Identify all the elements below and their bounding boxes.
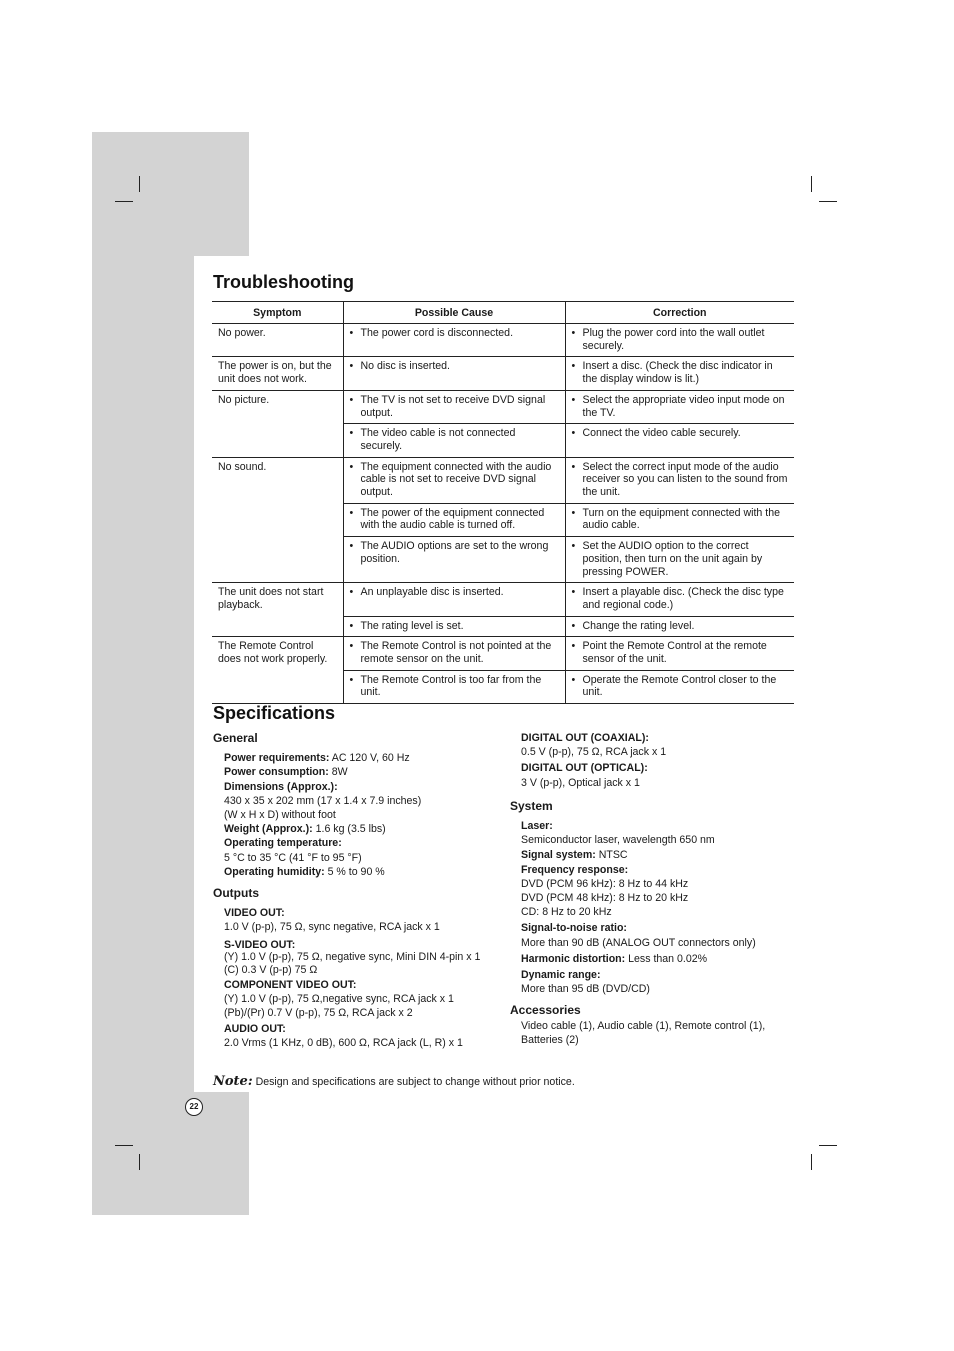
- table-row: [212, 324, 794, 357]
- correction-text: • Operate the Remote Control closer to the unit.: [572, 674, 789, 699]
- dimensions-line2: (W x H x D) without foot: [224, 809, 336, 822]
- digital-optical-label: DIGITAL OUT (OPTICAL):: [521, 762, 648, 775]
- cause-text: • The Remote Control is not pointed at the remote sensor on the unit.: [350, 640, 559, 665]
- table-row: [212, 457, 794, 503]
- svideo-out-label: S-VIDEO OUT:: [224, 938, 296, 951]
- symptom-cell: No picture.: [212, 390, 343, 457]
- frequency-line1: DVD (PCM 96 kHz): 8 Hz to 44 kHz: [521, 877, 689, 890]
- troubleshooting-title: Troubleshooting: [213, 272, 354, 292]
- correction-text: • Set the AUDIO option to the correct position, then turn on the unit again by pressing POWER.: [572, 540, 789, 578]
- dynamic-range-value: More than 95 dB (DVD/CD): [521, 983, 650, 996]
- cause-text: • The TV is not set to receive DVD signal output.: [350, 394, 559, 419]
- cause-text: • The power cord is disconnected.: [350, 327, 559, 340]
- crop-mark: [115, 1145, 133, 1146]
- correction-text: • Plug the power cord into the wall outlet securely.: [572, 327, 789, 352]
- snr-value: More than 90 dB (ANALOG OUT connectors only): [521, 936, 756, 949]
- video-out-label: VIDEO OUT:: [224, 907, 285, 920]
- crop-mark: [811, 176, 812, 192]
- power-requirements: Power requirements: AC 120 V, 60 Hz: [224, 752, 410, 765]
- note-label: Note:: [213, 1074, 253, 1089]
- outputs-heading: Outputs: [213, 886, 259, 901]
- cause-text: • The AUDIO options are set to the wrong position.: [350, 540, 559, 565]
- crop-mark: [819, 201, 837, 202]
- dimensions-label: Dimensions (Approx.):: [224, 780, 338, 793]
- symptom-cell: The power is on, but the unit does not work.: [212, 357, 343, 390]
- correction-text: • Select the correct input mode of the audio receiver so you can listen to the sound from the unit.: [572, 461, 789, 499]
- snr-label: Signal-to-noise ratio:: [521, 922, 627, 935]
- troubleshooting-table: [212, 301, 794, 704]
- accessories-value: Video cable (1), Audio cable (1), Remote control (1), Batteries (2): [521, 1019, 766, 1046]
- header-correction: Correction: [565, 302, 794, 324]
- spec-right-column: [510, 731, 801, 1047]
- symptom-cell: The unit does not start playback.: [212, 583, 343, 637]
- harmonic-distortion: Harmonic distortion: Less than 0.02%: [521, 952, 708, 965]
- component-out-line1: (Y) 1.0 V (p-p), 75 Ω,negative sync, RCA jack x 1: [224, 992, 454, 1005]
- table-row: [212, 390, 794, 423]
- crop-mark: [115, 201, 133, 202]
- header-symptom: Symptom: [212, 302, 343, 324]
- crop-mark: [811, 1154, 812, 1170]
- table-row: [212, 637, 794, 670]
- note-text: Design and specifications are subject to change without prior notice.: [252, 1076, 575, 1088]
- symptom-cell: No power.: [212, 324, 343, 357]
- cause-text: • The equipment connected with the audio cable is not set to receive DVD signal output.: [350, 461, 559, 499]
- general-heading: General: [213, 731, 258, 745]
- cause-text: • The Remote Control is too far from the unit.: [350, 674, 559, 699]
- video-out-value: 1.0 V (p-p), 75 Ω, sync negative, RCA jack x 1: [224, 921, 440, 934]
- note: [213, 1074, 575, 1089]
- correction-text: • Insert a playable disc. (Check the disc type and regional code.): [572, 586, 789, 611]
- page-number: 22: [185, 1098, 203, 1116]
- cause-text: • The video cable is not connected securely.: [350, 427, 559, 452]
- power-consumption: Power consumption: 8W: [224, 766, 348, 779]
- component-out-label: COMPONENT VIDEO OUT:: [224, 978, 357, 991]
- cause-text: • No disc is inserted.: [350, 360, 559, 373]
- weight: Weight (Approx.): 1.6 kg (3.5 lbs): [224, 823, 386, 836]
- system-heading: System: [510, 798, 553, 813]
- digital-coaxial-value: 0.5 V (p-p), 75 Ω, RCA jack x 1: [521, 746, 667, 759]
- spec-left-column: [213, 731, 502, 1051]
- specifications-title: Specifications: [213, 703, 336, 723]
- audio-out-label: AUDIO OUT:: [224, 1023, 286, 1036]
- svideo-out-line1: (Y) 1.0 V (p-p), 75 Ω, negative sync, Mini DIN 4-pin x 1: [224, 950, 481, 963]
- correction-text: • Change the rating level.: [572, 620, 789, 633]
- component-out-line2: (Pb)/(Pr) 0.7 V (p-p), 75 Ω, RCA jack x 2: [224, 1006, 413, 1019]
- cause-text: • An unplayable disc is inserted.: [350, 586, 559, 599]
- crop-mark: [819, 1145, 837, 1146]
- table-row: [212, 357, 794, 390]
- header-possible-cause: Possible Cause: [343, 302, 565, 324]
- dimensions-line1: 430 x 35 x 202 mm (17 x 1.4 x 7.9 inches): [224, 794, 422, 807]
- symptom-cell: No sound.: [212, 457, 343, 583]
- cause-text: • The power of the equipment connected with the audio cable is turned off.: [350, 507, 559, 532]
- accessories-heading: Accessories: [510, 1003, 581, 1018]
- crop-mark: [139, 1154, 140, 1170]
- laser-label: Laser:: [521, 820, 553, 833]
- digital-coaxial-label: DIGITAL OUT (COAXIAL):: [521, 732, 649, 744]
- laser-value: Semiconductor laser, wavelength 650 nm: [521, 834, 715, 847]
- correction-text: • Insert a disc. (Check the disc indicator in the display window is lit.): [572, 360, 789, 385]
- frequency-line2: DVD (PCM 48 kHz): 8 Hz to 20 kHz: [521, 892, 689, 905]
- correction-text: • Turn on the equipment connected with the audio cable.: [572, 507, 789, 532]
- audio-out-value: 2.0 Vrms (1 KHz, 0 dB), 600 Ω, RCA jack (L, R) x 1: [224, 1037, 463, 1050]
- operating-temperature-value: 5 °C to 35 °C (41 °F to 95 °F): [224, 851, 362, 864]
- digital-optical-value: 3 V (p-p), Optical jack x 1: [521, 776, 640, 789]
- symptom-cell: The Remote Control does not work properly.: [212, 637, 343, 704]
- cause-text: • The rating level is set.: [350, 620, 559, 633]
- frequency-label: Frequency response:: [521, 863, 629, 876]
- correction-text: • Connect the video cable securely.: [572, 427, 789, 440]
- crop-mark: [139, 176, 140, 192]
- correction-text: • Point the Remote Control at the remote sensor of the unit.: [572, 640, 789, 665]
- table-header-row: [212, 302, 794, 324]
- signal-system: Signal system: NTSC: [521, 849, 628, 862]
- svideo-out-line2: (C) 0.3 V (p-p) 75 Ω: [224, 964, 318, 977]
- operating-temperature-label: Operating temperature:: [224, 837, 342, 850]
- frequency-line3: CD: 8 Hz to 20 kHz: [521, 906, 612, 919]
- operating-humidity: Operating humidity: 5 % to 90 %: [224, 865, 385, 878]
- table-row: [212, 583, 794, 616]
- correction-text: • Select the appropriate video input mode on the TV.: [572, 394, 789, 419]
- dynamic-range-label: Dynamic range:: [521, 969, 601, 982]
